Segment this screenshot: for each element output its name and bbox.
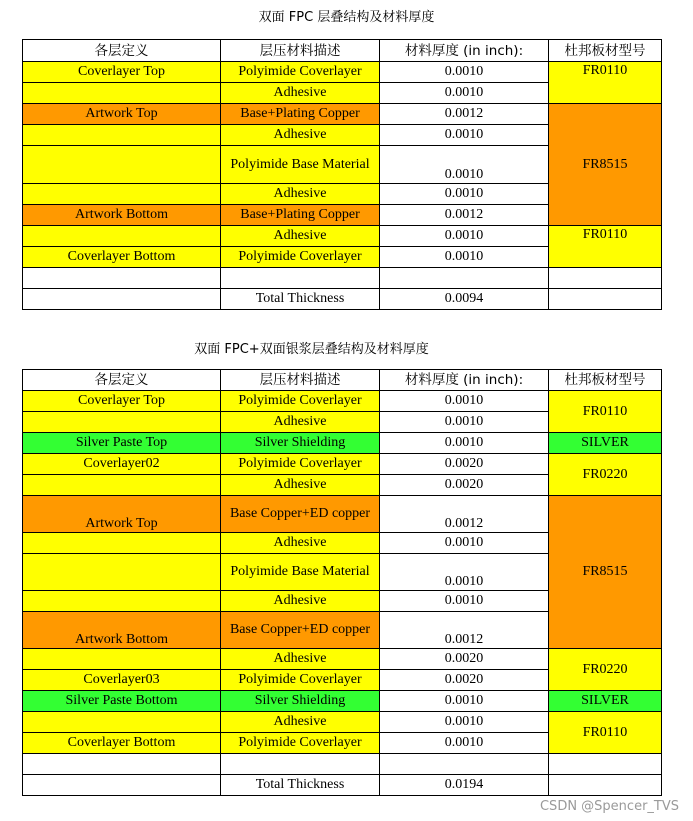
material-cell: Adhesive bbox=[221, 649, 380, 670]
material-cell: Adhesive bbox=[221, 591, 380, 612]
total-value: 0.0194 bbox=[380, 775, 549, 796]
header-thickness: 材料厚度 (in inch): bbox=[380, 370, 549, 391]
material-cell: Polyimide Coverlayer bbox=[221, 391, 380, 412]
board-cell: FR8515 bbox=[549, 496, 662, 649]
table-row bbox=[23, 454, 662, 475]
header-material: 层压材料描述 bbox=[221, 40, 380, 62]
thickness-cell: 0.0010 bbox=[380, 125, 549, 146]
board-cell: FR0220 bbox=[549, 454, 662, 496]
material-cell: Base Copper+ED copper bbox=[221, 612, 380, 649]
layer-cell bbox=[23, 712, 221, 733]
material-cell: Base+Plating Copper bbox=[221, 205, 380, 226]
layer-cell bbox=[23, 554, 221, 591]
board-cell: FR0110 bbox=[549, 62, 662, 104]
header-board: 杜邦板材型号 bbox=[549, 40, 662, 62]
thickness-cell: 0.0020 bbox=[380, 454, 549, 475]
layer-cell bbox=[23, 184, 221, 205]
material-cell: Polyimide Coverlayer bbox=[221, 454, 380, 475]
thickness-cell: 0.0010 bbox=[380, 83, 549, 104]
thickness-cell: 0.0020 bbox=[380, 670, 549, 691]
thickness-cell: 0.0010 bbox=[380, 691, 549, 712]
material-cell: Polyimide Coverlayer bbox=[221, 670, 380, 691]
layer-cell: Coverlayer Bottom bbox=[23, 247, 221, 268]
material-cell: Adhesive bbox=[221, 412, 380, 433]
thickness-cell bbox=[380, 268, 549, 289]
layer-cell bbox=[23, 754, 221, 775]
board-cell bbox=[549, 775, 662, 796]
table-row bbox=[23, 496, 662, 533]
material-cell: Adhesive bbox=[221, 475, 380, 496]
layer-cell: Coverlayer Top bbox=[23, 62, 221, 83]
thickness-cell: 0.0010 bbox=[380, 412, 549, 433]
header-layer: 各层定义 bbox=[23, 40, 221, 62]
table-row bbox=[23, 433, 662, 454]
layer-cell: Coverlayer03 bbox=[23, 670, 221, 691]
material-cell: Silver Shielding bbox=[221, 433, 380, 454]
table1-caption: 双面 FPC 层叠结构及材料厚度 bbox=[258, 10, 435, 25]
table-row bbox=[23, 104, 662, 125]
header-row bbox=[23, 370, 662, 391]
thickness-cell: 0.0020 bbox=[380, 649, 549, 670]
total-label: Total Thickness bbox=[221, 775, 380, 796]
thickness-cell: 0.0010 bbox=[380, 391, 549, 412]
board-cell: FR8515 bbox=[549, 104, 662, 226]
thickness-cell: 0.0012 bbox=[380, 104, 549, 125]
thickness-cell: 0.0010 bbox=[380, 554, 549, 591]
layer-cell bbox=[23, 475, 221, 496]
layer-cell bbox=[23, 533, 221, 554]
thickness-cell: 0.0010 bbox=[380, 62, 549, 83]
table-row bbox=[23, 62, 662, 83]
board-cell bbox=[549, 268, 662, 289]
layer-cell bbox=[23, 412, 221, 433]
header-material: 层压材料描述 bbox=[221, 370, 380, 391]
total-value: 0.0094 bbox=[380, 289, 549, 310]
board-cell: FR0110 bbox=[549, 226, 662, 268]
header-row bbox=[23, 40, 662, 62]
layer-cell bbox=[23, 591, 221, 612]
thickness-cell: 0.0010 bbox=[380, 146, 549, 184]
layer-cell bbox=[23, 775, 221, 796]
header-thickness: 材料厚度 (in inch): bbox=[380, 40, 549, 62]
board-cell bbox=[549, 289, 662, 310]
material-cell: Adhesive bbox=[221, 226, 380, 247]
layer-cell: Coverlayer Top bbox=[23, 391, 221, 412]
total-label: Total Thickness bbox=[221, 289, 380, 310]
material-cell: Polyimide Base Material bbox=[221, 554, 380, 591]
thickness-cell: 0.0020 bbox=[380, 475, 549, 496]
fpc-stackup-table bbox=[22, 39, 662, 310]
material-cell: Base+Plating Copper bbox=[221, 104, 380, 125]
material-cell: Adhesive bbox=[221, 83, 380, 104]
layer-cell: Artwork Top bbox=[23, 496, 221, 533]
material-cell bbox=[221, 754, 380, 775]
material-cell: Adhesive bbox=[221, 712, 380, 733]
table-row bbox=[23, 226, 662, 247]
thickness-cell bbox=[380, 754, 549, 775]
material-cell: Adhesive bbox=[221, 125, 380, 146]
material-cell: Adhesive bbox=[221, 184, 380, 205]
thickness-cell: 0.0010 bbox=[380, 433, 549, 454]
fpc-silver-stackup-table bbox=[22, 369, 662, 796]
layer-cell: Coverlayer Bottom bbox=[23, 733, 221, 754]
layer-cell: Coverlayer02 bbox=[23, 454, 221, 475]
layer-cell bbox=[23, 268, 221, 289]
board-cell: SILVER bbox=[549, 433, 662, 454]
layer-cell bbox=[23, 649, 221, 670]
material-cell: Polyimide Coverlayer bbox=[221, 733, 380, 754]
thickness-cell: 0.0010 bbox=[380, 247, 549, 268]
table-row bbox=[23, 391, 662, 412]
material-cell: Adhesive bbox=[221, 533, 380, 554]
board-cell: FR0110 bbox=[549, 712, 662, 754]
layer-cell bbox=[23, 83, 221, 104]
header-board: 杜邦板材型号 bbox=[549, 370, 662, 391]
board-cell: SILVER bbox=[549, 691, 662, 712]
layer-cell bbox=[23, 146, 221, 184]
board-cell: FR0220 bbox=[549, 649, 662, 691]
material-cell: Polyimide Base Material bbox=[221, 146, 380, 184]
thickness-cell: 0.0010 bbox=[380, 226, 549, 247]
material-cell: Base Copper+ED copper bbox=[221, 496, 380, 533]
board-cell bbox=[549, 754, 662, 775]
table-row bbox=[23, 649, 662, 670]
material-cell bbox=[221, 268, 380, 289]
layer-cell: Artwork Top bbox=[23, 104, 221, 125]
material-cell: Silver Shielding bbox=[221, 691, 380, 712]
thickness-cell: 0.0010 bbox=[380, 733, 549, 754]
table-row bbox=[23, 754, 662, 775]
table-row bbox=[23, 268, 662, 289]
layer-cell bbox=[23, 289, 221, 310]
material-cell: Polyimide Coverlayer bbox=[221, 62, 380, 83]
layer-cell: Silver Paste Bottom bbox=[23, 691, 221, 712]
layer-cell: Artwork Bottom bbox=[23, 205, 221, 226]
thickness-cell: 0.0012 bbox=[380, 205, 549, 226]
board-cell: FR0110 bbox=[549, 391, 662, 433]
thickness-cell: 0.0010 bbox=[380, 533, 549, 554]
layer-cell bbox=[23, 125, 221, 146]
layer-cell: Artwork Bottom bbox=[23, 612, 221, 649]
layer-cell bbox=[23, 226, 221, 247]
table2-caption: 双面 FPC+双面银浆层叠结构及材料厚度 bbox=[194, 342, 429, 357]
table-row bbox=[23, 712, 662, 733]
thickness-cell: 0.0010 bbox=[380, 712, 549, 733]
thickness-cell: 0.0010 bbox=[380, 184, 549, 205]
total-row bbox=[23, 775, 662, 796]
thickness-cell: 0.0012 bbox=[380, 612, 549, 649]
layer-cell: Silver Paste Top bbox=[23, 433, 221, 454]
thickness-cell: 0.0012 bbox=[380, 496, 549, 533]
total-row bbox=[23, 289, 662, 310]
header-layer: 各层定义 bbox=[23, 370, 221, 391]
watermark: CSDN @Spencer_TVS bbox=[539, 799, 679, 814]
table-row bbox=[23, 691, 662, 712]
thickness-cell: 0.0010 bbox=[380, 591, 549, 612]
material-cell: Polyimide Coverlayer bbox=[221, 247, 380, 268]
